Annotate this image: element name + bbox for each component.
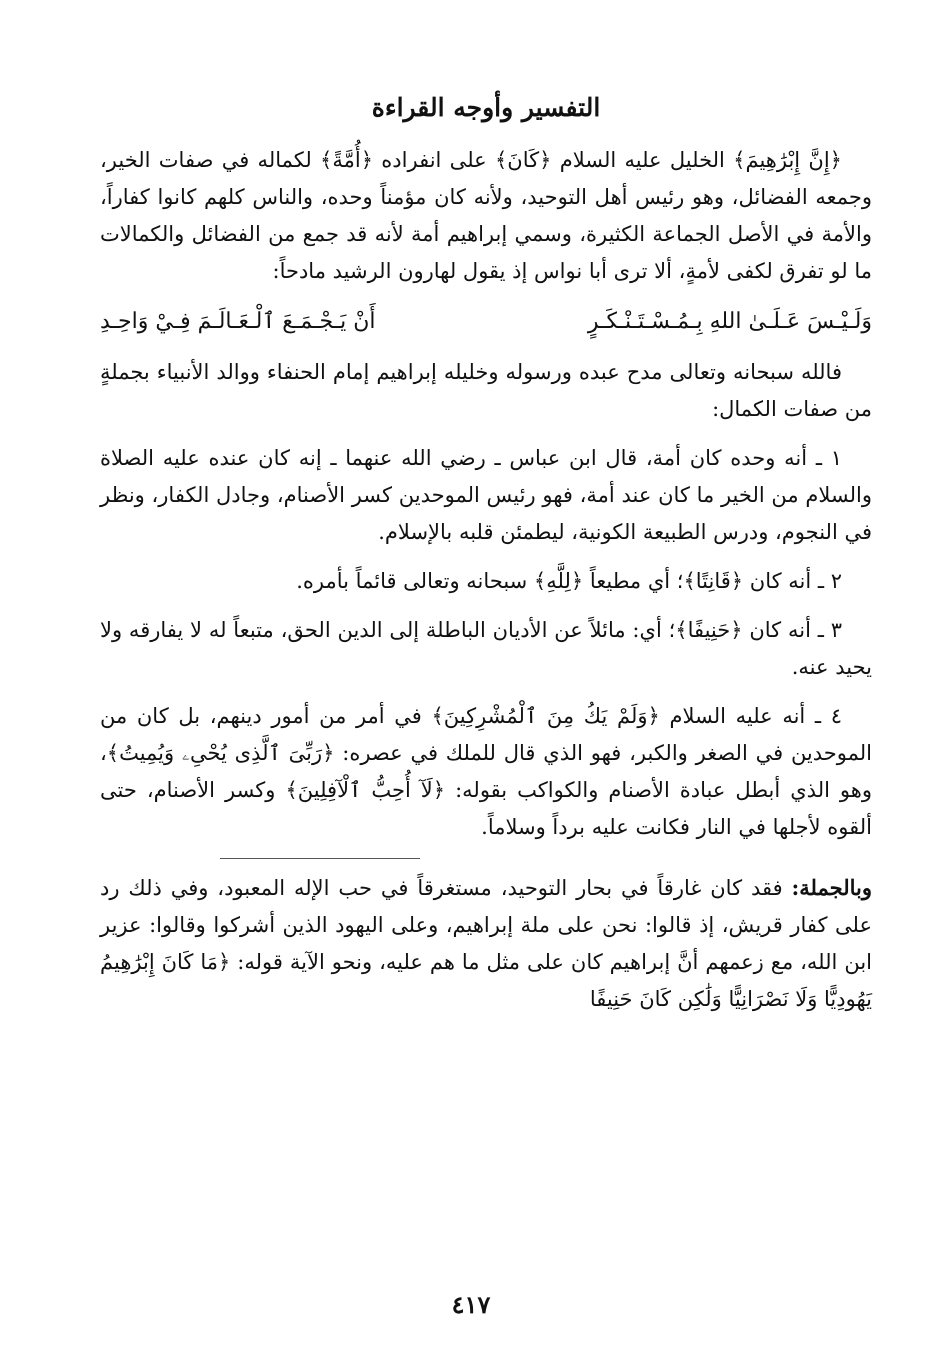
separator-line [220,858,420,859]
verse-second-hemistich: أَنْ يَـجْـمَـعَ ٱلْـعَـالَـمَ فِـيْ وَاحِـدِ [100,309,376,334]
verse-first-hemistich: وَلَـيْـسَ عَـلَـىٰ اللهِ بِـمُـسْـتَـنْـكَـرٍ [587,309,872,334]
summary-lead-word: وبالجملة: [791,875,872,900]
running-heading: التفسير وأوجه القراءة [371,93,601,122]
paragraph-point-1: ١ ـ أنه وحده كان أمة، قال ابن عباس ـ رضي الله عنهما ـ إنه كان عنده عليه الصلاة والسلام من الخير ما كان عند أمة، فهو رئيس الموحدين كسر الأصنام، وجادل الكفار، ونظر في النجوم، ودرس الطبيعة الكونية، ليطمئن قلبه بالإسلام. [100,446,872,544]
paragraph-point-2: ٢ ـ أنه كان ﴿قَانِتًا﴾؛ أي مطيعاً ﴿لِلَّهِ﴾ سبحانه وتعالى قائماً بأمره. [296,569,842,593]
paragraph-summary [100,869,872,1018]
paragraph-2: فالله سبحانه وتعالى مدح عبده ورسوله وخليله إبراهيم إمام الحنفاء ووالد الأنبياء بجملةٍ من صفات الكمال: [100,360,872,421]
paragraph-point-3: ٣ ـ أنه كان ﴿حَنِيفًا﴾؛ أي: مائلاً عن الأديان الباطلة إلى الدين الحق، متبعاً له لا يفارقه ولا يحيد عنه. [100,618,872,679]
page-number: ٤١٧ [451,1290,491,1319]
paragraph-1: ﴿إِنَّ إِبْرَٰهِيمَ﴾ الخليل عليه السلام ﴿كَانَ﴾ على انفراده ﴿أُمَّةً﴾ لكماله في صفات الخير، وجمعه الفضائل، وهو رئيس أهل التوحيد، ولأنه كان مؤمناً وحده، والناس كلهم كانوا كفاراً، والأمة في الأصل الجماعة الكثيرة، وسمي إبراهيم أمة لأنه قد جمع من الفضائل والكمالات ما لو تفرق لكفى لأمةٍ، ألا ترى أبا نواس إذ يقول لهارون الرشيد مادحاً: [100,148,872,283]
poetry-verse [100,302,872,342]
paragraph-point-4: ٤ ـ أنه عليه السلام ﴿وَلَمْ يَكُ مِنَ ٱلْمُشْرِكِينَ﴾ في أمر من أمور دينهم، بل كان من الموحدين في الصغر والكبر، فهو الذي قال للملك في عصره: ﴿رَبِّىَ ٱلَّذِى يُحْىِۦ وَيُمِيتُ﴾، وهو الذي أبطل عبادة الأصنام والكواكب بقوله: ﴿لَآ أُحِبُّ ٱلْآفِلِينَ﴾ وكسر الأصنام، حتى ألقوه لأجلها في النار فكانت عليه برداً وسلاماً. [100,704,872,839]
page-body [100,88,872,1030]
summary-text: فقد كان غارقاً في بحار التوحيد، مستغرقاً في حب الإله المعبود، وفي ذلك رد على كفار قريش، إذ قالوا: نحن على ملة إبراهيم، وعلى اليهود الذين أشركوا وقالوا: عزير ابن الله، مع زعمهم أنَّ إبراهيم كان على مثل ما هم عليه، ونحو الآية قوله: ﴿مَا كَانَ إِبْرَٰهِيمُ يَهُودِيًّا وَلَا نَصْرَانِيًّا وَلَٰكِن كَانَ حَنِيفًا [100,876,872,1011]
